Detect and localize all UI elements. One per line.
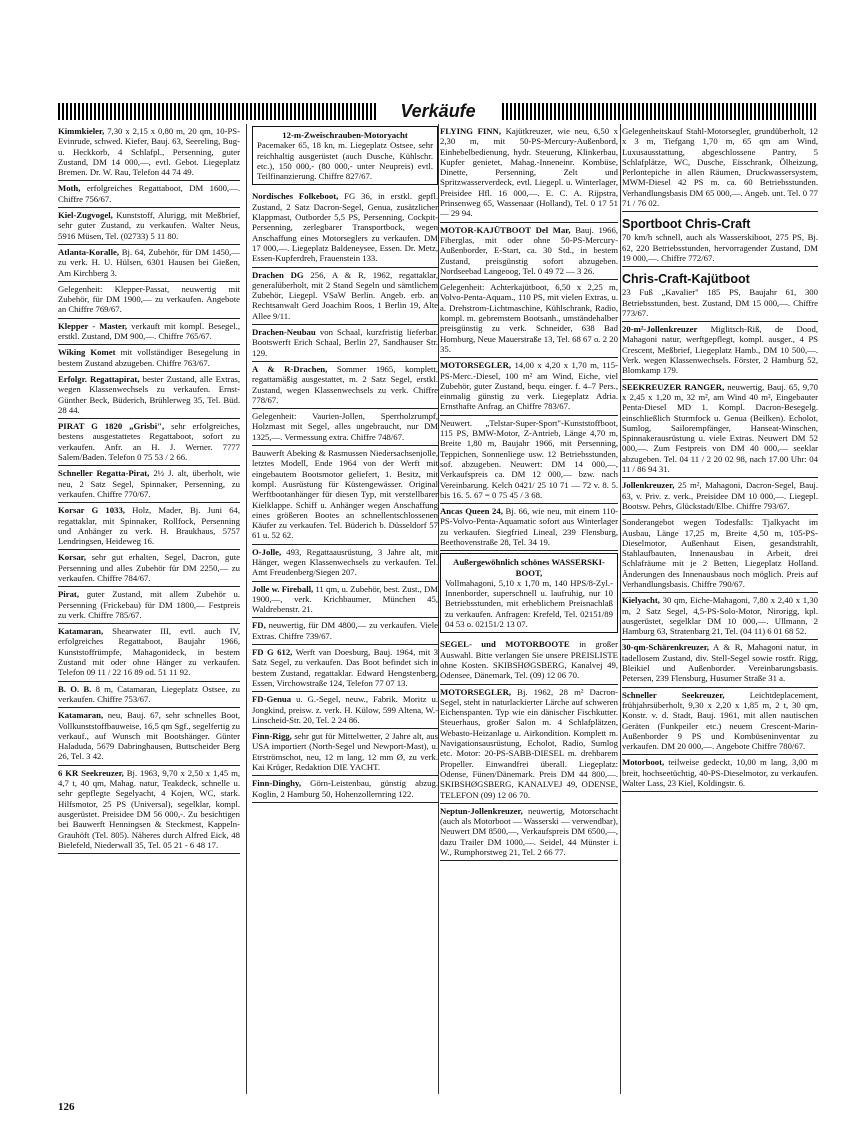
ad-body: 70 km/h schnell, auch als Wasserskiboot, 275 PS, Bj. 62, 220 Betriebsstunden, hervorragender Zustand, DM 19 000,—. Chiffre 772/67. xyxy=(622,232,818,263)
ad-body: Miglitsch-Riß, de Dood, Mahagoni natur, werftgepflegt, kompl. ausger., 4 PS Crescent, Meßbrief, Liegeplatz Hamb., DM 10 500,—. Verk. wegen Klassenwechsels. Förster, 2 Hamburg 52, Blomkamp 179. xyxy=(622,324,818,376)
classified-ad xyxy=(58,419,240,466)
ad-lead: Drachen DG xyxy=(252,269,304,280)
ad-lead: 6 KR Seekreuzer, xyxy=(58,767,124,778)
classified-ad xyxy=(58,503,240,550)
ad-lead: Katamaran, xyxy=(58,710,104,721)
column-3 xyxy=(440,124,618,1094)
ad-lead: MOTORSEGLER, xyxy=(440,686,512,697)
ad-lead: Nordisches Folkeboot, xyxy=(252,191,339,202)
ad-body: sehr erfolgreiches, bestens ausgestattetes Regattaboot, sofort zu verkaufen. Anfr. an H. J. Werner. 7777 Salem/Baden. Telefon 0 75 53 / 2 66. xyxy=(58,421,240,463)
classified-ad xyxy=(252,189,438,267)
boxed-ad-body: Vollmahagoni, 5,10 x 1,70 m, 140 HPS/8-Zyl.-Innenborder, superschnell u. laufruhig, nur 10 Betriebsstunden, mit erheblichem Preisnachlaß zu verkaufen. Anfragen: Krefeld, Tel. 02151/89 04 53 o. 02151/2 13 07. xyxy=(445,577,613,630)
ad-body: Werft van Doesburg, Bauj. 1964, mit 3 Satz Segel, zu verkaufen. Das Boot befindet sich in bestem Zustand, regattaklar. Edward Hengstenberg, Essen, Virchowstraße 124, Telefon 77 07 13. xyxy=(252,647,438,688)
ad-lead: Jolle w. Fireball, xyxy=(252,583,314,594)
classified-ad xyxy=(58,466,240,503)
ad-lead: A & R-Drachen, xyxy=(252,363,328,374)
classified-ad xyxy=(440,804,618,861)
classified-ad xyxy=(252,618,438,645)
classified-ad xyxy=(58,181,240,208)
classified-ad xyxy=(252,692,438,729)
ad-body: 25 m², Mahagoni, Dacron-Segel, Bauj. 63, v. Priv. z. verk., Preisidee DM 10 000,—. Liegepl. Bootsw. Pehrs, Glückstadt/Elbe. Chiffre 793/67. xyxy=(622,480,818,511)
ad-lead: Jollenkreuzer, xyxy=(622,480,675,491)
ad-lead: Kimmkieler, xyxy=(58,126,105,136)
ad-lead: Neptun-Jollenkreuzer, xyxy=(440,805,523,816)
column-4 xyxy=(622,124,818,1094)
classified-ad xyxy=(622,515,818,593)
ad-body: Bj. 1962, 28 m² Dacron-Segel, steht in naturlackierter Lärche auf schweren Eichenspanten. Typ wie ein dänischer Fischkutter. Steuerhaus, großer Salon m. 4 Schlafplätzen, Webasto-Heizanlage u. Airkondition. Komplett m. Navigationsausrüstung, Echolot, Radio, Sumlog etc. Motor: 20-PS-SABB-DIESEL m. drehbarem Propeller. Einwandfrei überall. Liegeplatz: Odense, Fünen/Dänemark. Preis DM 44 800,—. SKIBSHØGSBERG, KANALVEJ 49, ODENSE, TELEFON (09) 12 06 70. xyxy=(440,686,618,800)
ad-body: Shearwater III, evtl. auch IV, erfolgreiches Regattaboot, Baujahr 1966, Kunststoffrümpfe, Mahagonideck, in bestem Zustand mit oder ohne Hänger zu verkaufen. Telefon 09 11 / 22 16 89 od. 51 11 92. xyxy=(58,626,240,678)
headed-ad xyxy=(622,267,818,322)
ad-body: u. G.-Segel, neuw., Fabrik. Moritz u. Jongkind, preisw. z. verk. H. Külow, 599 Altena, W.-Linscheid-Str. 20, Tel. 2 24 86. xyxy=(252,694,438,725)
classified-ad xyxy=(440,637,618,684)
column-2 xyxy=(252,124,438,1094)
classified-ad xyxy=(252,545,438,582)
classified-ad xyxy=(58,624,240,681)
ad-lead: Katamaran, xyxy=(58,626,104,637)
ad-body: 2½ J. alt, überholt, wie neu, 2 Satz Segel, Spinnaker, Persenning, zu verkaufen. Chiffre 770/67. xyxy=(58,468,240,499)
classified-ad xyxy=(440,416,618,504)
classified-ad xyxy=(622,688,818,756)
ad-lead: PIRAT G 1820 „Grisbi", xyxy=(58,421,165,432)
boxed-ad-title: Außergewöhnlich schönes WASSERSKI-BOOT, xyxy=(453,557,605,578)
column-divider xyxy=(620,124,621,1094)
classified-ad xyxy=(622,755,818,792)
classified-ad xyxy=(58,208,240,245)
boxed-ad-body: Pacemaker 65, 18 kn, m. Liegeplatz Ostsee, sehr reichhaltig ausgerüstet (auch Dusche, Kühlschr. etc.), 150 000,- (80 000,- unter Neupreis) evtl. Teilfinanzierung. Chiffre 827/67. xyxy=(257,140,433,182)
ad-body: 23 Fuß „Kavalier" 185 PS, Baujahr 61, 300 Betriebsstunden, best. Zustand, DM 15 000,—. Chiffre 773/67. xyxy=(622,287,818,318)
classified-ad xyxy=(622,322,818,379)
ad-lead: FD, xyxy=(252,620,266,631)
ad-body: 30 qm, Eiche-Mahagoni, 7,80 x 2,40 x 1,30 m, 2 Satz Segel, 4,5-PS-Solo-Motor, Nirorigg, kpl. ausgerüstet, segelklar DM 10 000,—. Ullmann, 2 Hamburg 63, Stratenbarg 21, Tel. (04 11) 6 01 68 52. xyxy=(622,595,818,637)
classified-ad xyxy=(252,446,438,545)
ad-lead: Drachen-Neubau xyxy=(252,327,316,338)
ad-lead: Motorboot, xyxy=(622,757,665,768)
classified-ad xyxy=(58,124,240,181)
ad-body: FG 36, in erstkl. gepfl. Zustand, 2 Satz Dacron-Segel, Genua, zusätzlicher Klappmast, Outborder 5,5 PS, Persenning, Cockpit-Persenning, zerlegbarer Transportbock, wegen Anschaffung eines Motorseglers zu verkaufen. DM 17 000,—. Liegeplatz Baldeneysee, Essen. Dr. Metz, Essen-Kupferdreh, Frauenstein 133. xyxy=(252,191,438,264)
ad-lead: 20-m²-Jollenkreuzer xyxy=(622,324,698,335)
ad-lead: B. O. B. xyxy=(58,683,92,694)
ad-body: Bauwerft Abeking & Rasmussen Niedersachsenjolle, letztes Modell, Ende 1964 von der Werft mit eingebautem Bootsmotor geliefert, 1. Besitz, mit kompl. Ausrüstung für Küstengewässer. Original Werftbootanhänger für diesen Typ, mit verstellbarer Kielklappe. Schiff u. Anhänger wegen Anschaffung eines größeren Bootes an schnellentschlossenen Käufer zu verkaufen. Tel. Büderich b. Düsseldorf 57 61 u. 52 62. xyxy=(252,448,438,541)
ad-lead: Klepper - Master, xyxy=(58,320,128,331)
ad-heading: Chris-Craft-Kajütboot xyxy=(622,272,750,287)
classified-ad xyxy=(58,587,240,624)
ad-body: Bj. 1963, 9,70 x 2,50 x 1,45 m, 4,7 t, 40 qm, Mahag. natur, Teakdeck, schnelle u. sehr gepflegte Segelyacht, 4 Kojen, WC, stark. Hilfsmotor, 25 PS (Universal), segelklar, kompl. ausgerüstet. Preisidee DM 56 000,-. Zu besichtigen bei Bauwerft Henningsen & Steckmest, Kappeln-Grauhöft (Tel. 805). Näheres durch Alfred Eick, 48 Bielefeld, Niederwall 35, Tel. 05 21 - 6 48 17. xyxy=(58,767,240,850)
ad-body: 256, A & R, 1962, regattaklar, generalüberholt, mit 2 Stand Segeln und sämtlichem Zubehör, Liegepl. VSaW Berlin. Angeb. erb. an Rechtsanwalt Gerd Joachim Roos, 1 Berlin 19, Alte Allee 9/11. xyxy=(252,269,438,321)
classified-ad xyxy=(58,345,240,372)
ad-body: Bauj. 1966, Fiberglas, mit oder ohne 50-PS-Mercury-Außenborder, E-Start, ca. 30 Std., in bestem Zustand, preisgünstig sofort abzugeben. Nordseebad Langeoog, Tel. 0 49 72 — 3 26. xyxy=(440,224,618,276)
classified-ad xyxy=(252,325,438,362)
ad-body: 493, Regattaausrüstung, 3 Jahre alt, mit Hänger, wegen Klassenwechsels zu verkaufen. Tel. Amt Freudenberg/Siegen 207. xyxy=(252,546,438,578)
ad-body: Gelegenheitskauf Stahl-Motorsegler, grundüberholt, 12 x 3 m, Tiefgang 1,70 m, 65 qm am Wind, Luxusausstattung, abgeschlossene Pantry, 5 Schlafplätze, WC, Dusche, Eisschrank, Ölheizung, Perlontepiche in allen Räumen, Druckwassersystem, MWM-Diesel 42 PS m. ca. 60 Betriebsstunden. Verhandlungsbasis DM 65 000,—. Angeb. unt. Tel. 0 77 71 / 76 02. xyxy=(622,126,818,209)
classified-ad xyxy=(622,124,818,212)
ad-lead: MOTORSEGLER, xyxy=(440,360,512,371)
ad-lead: Kiel-Zugvogel, xyxy=(58,210,113,221)
headed-ad xyxy=(622,212,818,267)
column-1 xyxy=(58,124,240,1094)
ad-body: Sonderangebot wegen Todesfalls: Tjalkyacht im Ausbau, Länge 17,25 m, Breite 4,50 m, 105-PS-Dieselmotor, Außenhaut Eisen, gesandstrahlt, Stahlaufbauten, Innenausbau in Arbeit, drei Schlafräume mit je 2 Betten, Liegeplatz Holland. Änderungen des Innenausbaus noch möglich. Preis auf Verhandlungsbasis. Chiffre 790/67. xyxy=(622,517,818,589)
ad-body: Gelegenheit: Klepper-Passat, neuwertig mit Zubehör, für DM 1900,— zu verkaufen. Angebote an Chiffre 769/67. xyxy=(58,283,240,315)
section-title: Verkäufe xyxy=(376,100,500,122)
classified-ad xyxy=(252,582,438,619)
classified-ad xyxy=(252,362,438,409)
classified-ad xyxy=(440,280,618,358)
boxed-ad xyxy=(252,126,438,185)
ad-lead: O-Jolle, xyxy=(252,546,282,557)
ad-lead: Erfolgr. Regattapirat, xyxy=(58,373,140,384)
ad-body: von Schaal, kurzfristig lieferbar. Bootswerft Erich Schaal, Berlin 27, Sandhauser Str. 129. xyxy=(252,327,438,358)
classified-ad xyxy=(440,223,618,280)
ad-lead: Finn-Dinghy, xyxy=(252,778,302,789)
ad-body: 8 m, Catamaran, Liegeplatz Ostsee, zu verkaufen. Chiffre 753/67. xyxy=(58,683,240,704)
boxed-ad-title: 12-m-Zweischrauben-Motoryacht xyxy=(282,130,408,140)
ad-lead: Korsar G 1033, xyxy=(58,505,125,516)
ad-lead: SEGEL- und MOTORBOOTE xyxy=(440,639,570,650)
classified-ad xyxy=(58,550,240,587)
ad-lead: SEEKREUZER RANGER, xyxy=(622,381,725,392)
ad-body: Gelegenheit: Vaurien-Jollen, Sperrholzrumpf, Holzmast mit Segel, alles ungebraucht, nur DM 1325,—. Vermessung extra. Chiffre 748/67. xyxy=(252,411,438,442)
ad-body: Bj. 66, wie neu, mit einem 110-PS-Volvo-Penta-Aquamatic sofort aus Winterlager zu verkaufen. Siegfried Lineal, 239 Flensburg, Beethovenstraße 28, Tel. 34 19. xyxy=(440,506,618,547)
ad-body: Holz, Mader, Bj. Juni 64, regattaklar, mit Spinnaker, Rollfock, Persenning und Anhänger zu verk. H. Braukhaus, 5757 Lendringsen, Heideweg 16. xyxy=(58,505,240,547)
ad-lead: Kielyacht, xyxy=(622,595,660,606)
ad-body: mit vollständiger Besegelung in bestem Zustand abzugeben. Chiffre 763/67. xyxy=(58,347,240,368)
ad-body: neuwertig, Bauj. 65, 9,70 x 2,45 x 1,20 m, 32 m², am Wind 40 m², Eingebauter Penta-Diesel MD 1. Kompl. Dacron-Besegelg. einschließlich Sturmfock u. Genua (Beilken). Echolot, Sumlog, Sailorempfänger, Hanseat-Winschen, Spinnakerausrüstung u. viele Extras. Neuwert DM 52 000,—. Zum Festpreis von DM 40 000,— seeklar abzugeben. Tel. 04 11 / 2 20 02 98, nach 17.00 Uhr: 04 11 / 86 94 31. xyxy=(622,381,818,475)
ad-body: in großer Auswahl. Bitte verlangen Sie unsere PREISLISTE ohne Kosten. SKIBSHØGSBERG, Kanalvej 49, Odensee, Dänemark, Tel. (09) 12 06 70. xyxy=(440,639,618,681)
boxed-ad xyxy=(440,553,618,633)
ad-lead: FLYING FINN, xyxy=(440,126,501,136)
ad-body: bester Zustand, alle Extras, wegen Klassenwechsels zu verkaufen. Ernst-Günther Beck, Büderich, Brühlerweg 35, Tel. Büd. 28 44. xyxy=(58,373,240,415)
classified-ad xyxy=(252,268,438,325)
ad-body: 11 qm, u. Zubehör, best. Zust., DM 1900,—, verk. Krichbaumer, München 45, Waldrebenstr. 21. xyxy=(252,583,438,615)
column-divider xyxy=(438,124,439,1094)
ad-lead: 30-qm-Schärenkreuzer, xyxy=(622,642,709,653)
classified-ad xyxy=(58,319,240,346)
classified-ad xyxy=(58,708,240,765)
ad-body: neu, Bauj. 67, sehr schnelles Boot, Vollkunststoffbauweise, 16,5 qm Sgf., segelfertig zu verkauf., auf Wunsch mit Bootshänger. Günter Haladuda, 5679 Dabringhausen, Buttscheider Berg 26, Tel. 3 42. xyxy=(58,710,240,762)
ad-body: Bj. 64, Zubehör, für DM 1450,— zu verk. H. U. Hülsen, 6301 Hausen bei Gießen, Am Kirchberg 3. xyxy=(58,246,240,278)
classified-ad xyxy=(622,593,818,640)
section-header-band xyxy=(58,103,818,120)
ad-lead: Schneller Seekreuzer, xyxy=(622,689,725,700)
classified-ad xyxy=(58,282,240,319)
ad-body: 14,00 x 4,20 x 1,70 m, 115-PS-Merc.-Diesel, 100 m² am Wind, Eiche, viel Zubehör, guter Zustand, bequ. einger. f. 4–7 Pers., einmalig günstig zu verk. Liegeplatz Adria. Ernsthafte Anfrag. an Chiffre 783/67. xyxy=(440,360,618,412)
classified-ad xyxy=(622,478,818,515)
ad-lead: Pirat, xyxy=(58,589,79,600)
classified-ad xyxy=(58,245,240,282)
classified-ad xyxy=(440,124,618,223)
classified-ad xyxy=(252,645,438,692)
ad-lead: Schneller Regatta-Pirat, xyxy=(58,468,150,479)
classified-ad xyxy=(440,504,618,551)
ad-body: Görn-Leistenbau, günstig abzug. Koglin, 2 Hamburg 50, Hohenzollernring 122. xyxy=(252,778,438,799)
classified-ad xyxy=(440,358,618,415)
ad-lead: FD-Genua xyxy=(252,694,292,705)
ad-body: Gelegenheit: Achterkajütboot, 6,50 x 2,25 m, Volvo-Penta-Aquam., 110 PS, mit vielen Extras, u. a. Drehstrom-Lichtmaschine, Kühlschrank, Radio, kompl. m. gebremstem Bootsanh., umständehalber preisgünstig zu verk. Schneider, 638 Bad Homburg, Neue Mauerstraße 13, Tel. 68 67 o. 2 20 35. xyxy=(440,282,618,354)
ad-body: neuwertig, Motorschacht (auch als Motorboot — Wasserski — verwendbar), Neuwert DM 8500,—, Verkaufspreis DM 6500,—, dazu Trailer DM 1000,—. Seidel, 44 Münster i. W., Rumphorstweg 21, Tel. 2 66 77. xyxy=(440,805,618,857)
ad-body: neuwertig, für DM 4800,— zu verkaufen. Viele Extras. Chiffre 739/67. xyxy=(252,620,438,641)
ad-body: A & R, Mahagoni natur, in tadellosem Zustand, div. Stell-Segel sowie rostfr. Rigg, Bleikiel und Außenborder. Vereinbarungsbasis. Petersen, 239 Flensburg, Husumer Straße 31 a. xyxy=(622,642,818,684)
classified-ad xyxy=(58,372,240,419)
classified-ad xyxy=(252,729,438,776)
ad-lead: Moth, xyxy=(58,183,81,194)
column-divider xyxy=(246,124,247,1094)
classified-ad xyxy=(622,380,818,479)
ad-lead: Wiking Komet xyxy=(58,347,116,358)
classified-ad xyxy=(58,766,240,854)
ad-lead: Atlanta-Koralle, xyxy=(58,246,120,257)
ad-body: erfolgreiches Regattaboot, DM 1600,—. Chiffre 756/67. xyxy=(58,183,240,204)
classified-ad xyxy=(252,776,438,803)
ad-body: teilweise gedeckt, 10,00 m lang, 3,00 m breit, hochseetüchtig, 40-PS-Dieselmotor, zu verkaufen. Walter Lass, 23 Kiel, Koldingstr. 6. xyxy=(622,757,818,789)
ad-body: Sommer 1965, komplett, regattamäßig ausgestattet, m. 2 Satz Segel, erstkl. Zustand, wegen Klassenwechsels zu verk. Chiffre 778/67. xyxy=(252,363,438,405)
ad-body: Neuwert. „Telstar-Super-Sport"-Kunststoffboot, 115 PS, BMW-Motor, Z-Antrieb, Länge 4,70 m, Breite 1,80 m, Baujahr 1966, mit Persenning, Teppichen, Sonnenliege usw. 12 Betriebsstunden, sof. abzugeben. Neuwert: DM 14 000,—, Verkaufspreis ca. DM 12 000,— bzw. nach Vereinbarung. Kelch 0421/ 25 10 71 — 72 v. 8. 5. bis 16. 5. 67 = 0 75 45 / 3 68. xyxy=(440,417,618,500)
ad-lead: FD G 612, xyxy=(252,647,293,658)
classified-ad xyxy=(58,682,240,709)
ad-lead: Ancas Queen 24, xyxy=(440,506,503,517)
ad-lead: Finn-Rigg, xyxy=(252,731,292,742)
ad-body: guter Zustand, mit allem Zubehör u. Persenning (Frickebau) für DM 1800,— Festpreis zu verk. Chiffre 785/67. xyxy=(58,589,240,620)
ad-body: Kajütkreuzer, wie neu, 6,50 x 2,30 m, mit 50-PS-Mercury-Außenbord, Einhebelbedienung, hydr. Steuerung, Klinkerbau, Kupfer genietet, Mahag.-Inneneinr. Kombüse, Dinette, Persenning, Zelt und Spritzwasserverdeck, evtl. Liegepl. u. Winterlager, Preisidee Hfl. 16 000,—. E. C. A. Rijpstra, Prinsenweg 65, Wassenaar (Holland), Tel. 0 17 51 — 29 94. xyxy=(440,126,618,219)
ad-body: 7,30 x 2,15 x 0,80 m, 20 qm, 10-PS-Evinrude, schwed. Kiefer, Bauj. 63, Seereling, Bug- u. Heckkorb, 4 Schlafpl., Persenning, guter Zustand, DM 14 000,—, evtl. Gebot. Liegeplatz Bremen. Dr. W. Rau, Telefon 44 74 49. xyxy=(58,126,240,178)
ad-heading: Sportboot Chris-Craft xyxy=(622,217,751,232)
page-number: 126 xyxy=(58,1101,75,1113)
ad-lead: MOTOR-KAJÜTBOOT Del Mar, xyxy=(440,224,571,235)
classified-ad xyxy=(622,640,818,687)
classified-ad xyxy=(252,409,438,446)
ad-body: Kunststoff, Alurigg, mit Meßbrief, sehr guter Zustand, zu verkaufen. Walter Neus, 5916 Müsen, Tel. (02733) 5 11 80. xyxy=(58,210,240,241)
ad-lead: Korsar, xyxy=(58,552,86,563)
classified-ad xyxy=(440,685,618,804)
ad-body: verkauft mit kompl. Besegel., erstkl. Zustand, DM 900,—. Chiffre 765/67. xyxy=(58,320,240,342)
ad-body: sehr gut erhalten, Segel, Dacron, gute Persenning und alles Zubehör für DM 2250,— zu verkaufen. Chiffre 784/67. xyxy=(58,552,240,583)
ad-body: Leichtdeplacement, frühjahrsüberholt, 9,30 x 2,20 x 1,85 m, 2 t, 30 qm, Konstr. v. d. Stadt, Bauj. 1961, mit allen nautischen Geräten (Funkpeiler etc.) neuem Crescent-Marin-Außenborder 9 PS und Kombüseninventar zu verkaufen. DM 20 000,—. Angebote Chiffre 780/67. xyxy=(622,689,818,752)
ad-body: sehr gut für Mittelwetter, 2 Jahre alt, aus USA importiert (North-Segel und Newport-Mast), u. Etrströmschot, neu, 12 m lang, 12 mm Ø, zu verk. Kai Krüger, Redaktion DIE YACHT. xyxy=(252,731,438,773)
